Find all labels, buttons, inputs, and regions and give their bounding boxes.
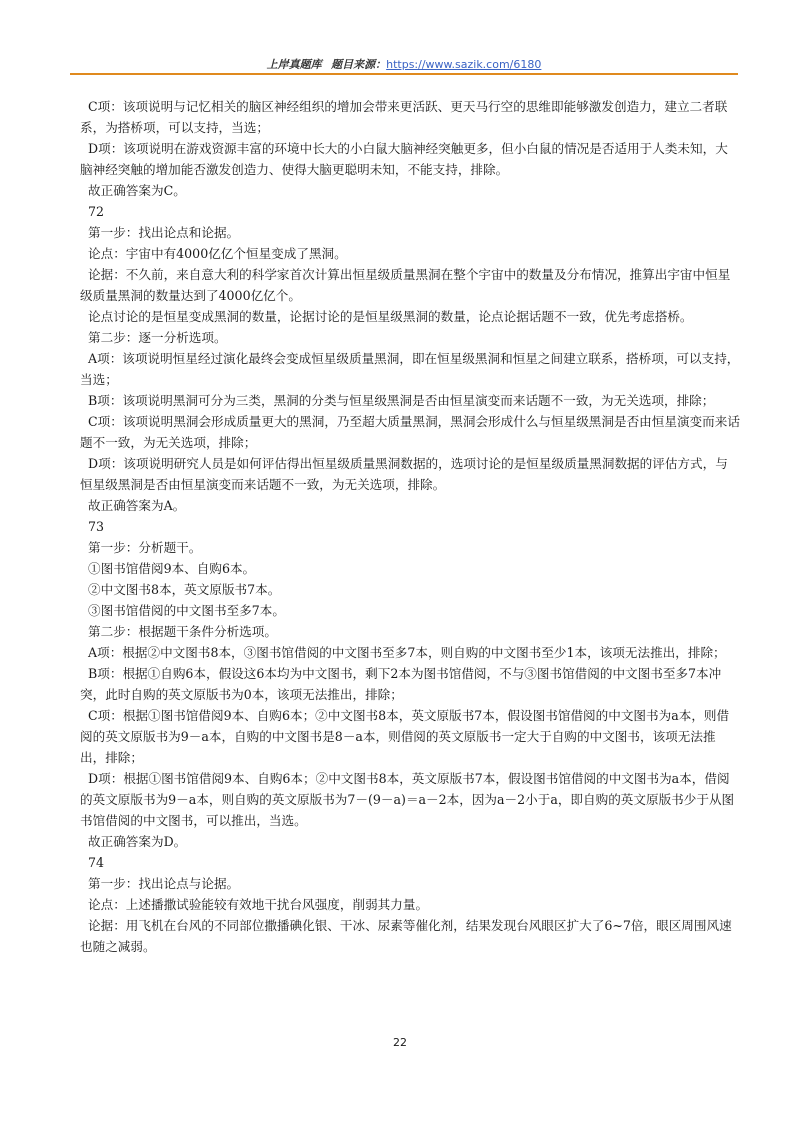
evidence-text: 论据：不久前，来自意大利的科学家首次计算出恒星级质量黑洞在整个宇宙中的数量及分布情况，推算出宇宙中恒星级质量黑洞的数量达到了4000亿亿个。 [80, 267, 731, 303]
option-c-text: C项：根据①图书馆借阅9本、自购6本；②中文图书8本，英文原版书7本，假设图书馆借阅的中文图书为a本，则借阅的英文原版书为9－a本，自购的中文图书是8－a本，则借阅的英文原版书一定大于自购的中文图书，该项无法推出，排除； [80, 708, 730, 765]
question-number: 74 [88, 855, 105, 870]
answer-line: 故正确答案为D。 [88, 834, 187, 849]
answer-line: 故正确答案为A。 [88, 498, 186, 513]
step-heading: 第二步：逐一分析选项。 [88, 330, 227, 345]
option-b-text: B项：根据①自购6本，假设这6本均为中文图书，剩下2本为图书馆借阅，不与③图书馆借阅的中文图书至多7本冲突，此时自购的英文原版书为0本，该项无法推出，排除； [80, 666, 722, 702]
page-number: 22 [393, 1036, 407, 1049]
option-d-text: D项：该项说明在游戏资源丰富的环境中长大的小白鼠大脑神经突触更多，但小白鼠的情况是否适用于人类未知，大脑神经突触的增加能否激发创造力、使得大脑更聪明未知，不能支持，排除。 [80, 141, 728, 177]
page-header [70, 56, 738, 72]
option-a-text: A项：根据②中文图书8本，③图书馆借阅的中文图书至多7本，则自购的中文图书至少1本，该项无法推出，排除； [88, 645, 726, 660]
option-d-text: D项：该项说明研究人员是如何评估得出恒星级质量黑洞数据的，选项讨论的是恒星级质量黑洞数据的评估方式，与恒星级黑洞是否由恒星演变而来话题不一致，为无关选项，排除。 [80, 456, 728, 492]
evidence-text: 论据：用飞机在台风的不同部位撒播碘化银、干冰、尿素等催化剂，结果发现台风眼区扩大了6~7倍，眼区周围风速也随之减弱。 [80, 918, 732, 954]
source-label: 题目来源： [331, 58, 387, 71]
step-heading: 第一步：找出论点和论据。 [88, 225, 240, 240]
header-rule [70, 73, 738, 75]
option-c-text: C项：该项说明与记忆相关的脑区神经组织的增加会带来更活跃、更天马行空的思维即能够激发创造力，建立二者联系，为搭桥项，可以支持，当选； [80, 99, 728, 135]
step-heading: 第一步：分析题干。 [88, 540, 202, 555]
thesis-text: 论点：宇宙中有4000亿亿个恒星变成了黑洞。 [88, 246, 347, 261]
option-c-text: C项：该项说明黑洞会形成质量更大的黑洞，乃至超大质量黑洞，黑洞会形成什么与恒星级黑洞是否由恒星演变而来话题不一致，为无关选项，排除； [80, 414, 740, 450]
option-d-text: D项：根据①图书馆借阅9本、自购6本；②中文图书8本，英文原版书7本，假设图书馆借阅的中文图书为a本，借阅的英文原版书为9－a本，则自购的英文原版书为7－(9－a)＝a－2本，因为a－2小于a，即自购的英文原版书少于从图书馆借阅的中文图书，可以推出，当选。 [80, 771, 735, 828]
brand-label: 上岸真题库 [266, 58, 322, 71]
answer-line: 故正确答案为C。 [88, 183, 186, 198]
option-a-text: A项：该项说明恒星经过演化最终会变成恒星级质量黑洞，即在恒星级黑洞和恒星之间建立联系，搭桥项，可以支持，当选； [80, 351, 740, 387]
option-b-text: B项：该项说明黑洞可分为三类，黑洞的分类与恒星级黑洞是否由恒星演变而来话题不一致，为无关选项，排除； [88, 393, 715, 408]
question-number: 73 [88, 519, 105, 534]
step-heading: 第一步：找出论点与论据。 [88, 876, 240, 891]
condition-3: ③图书馆借阅的中文图书至多7本。 [88, 603, 285, 618]
condition-2: ②中文图书8本，英文原版书7本。 [88, 582, 281, 597]
question-number: 72 [88, 204, 105, 219]
step-heading: 第二步：根据题干条件分析选项。 [88, 624, 277, 639]
source-link[interactable]: https://www.sazik.com/6180 [386, 58, 542, 71]
document-body [80, 96, 740, 957]
condition-1: ①图书馆借阅9本、自购6本。 [88, 561, 256, 576]
analysis-text: 论点讨论的是恒星变成黑洞的数量，论据讨论的是恒星级黑洞的数量，论点论据话题不一致，优先考虑搭桥。 [88, 309, 693, 324]
thesis-text: 论点：上述播撒试验能较有效地干扰台风强度，削弱其力量。 [88, 897, 429, 912]
